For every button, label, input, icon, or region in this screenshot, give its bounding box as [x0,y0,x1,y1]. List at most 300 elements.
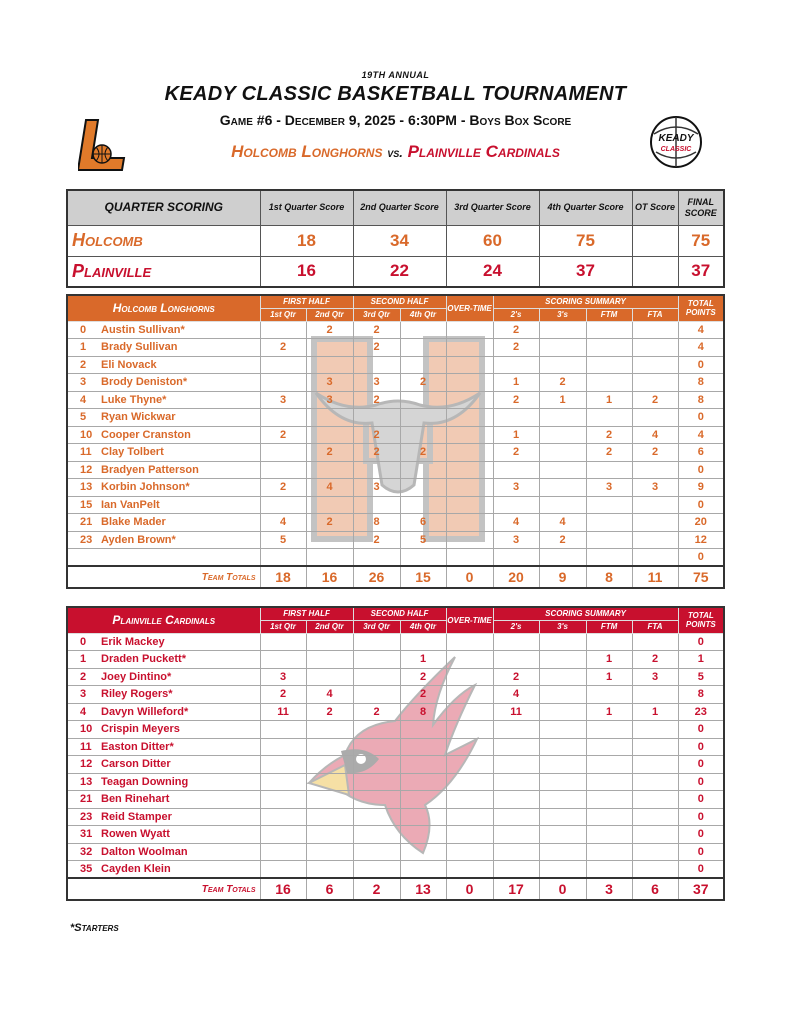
stat-fta [632,721,678,739]
stat-q3 [353,756,400,774]
stat-pts: 0 [678,721,724,739]
player-row [67,409,724,427]
q3-score-header: 3rd Quarter Score [446,190,539,225]
total-ot: 0 [446,566,493,588]
stat-ftm: 1 [586,391,632,409]
player-row [67,531,724,549]
plainville-player-rows [67,633,724,878]
stat-twos: 4 [493,686,539,704]
q3-header: 3rd Qtr [353,308,400,321]
stat-q1 [260,496,306,514]
player-name: Draden Puckett* [97,651,260,669]
holcomb-quarter-row [67,225,724,256]
stat-threes: 2 [539,531,586,549]
player-name: Brady Sullivan [97,339,260,357]
ot-cell [632,225,678,256]
stat-ftm: 3 [586,479,632,497]
jersey-number: 1 [67,651,97,669]
stat-threes [539,321,586,339]
stat-q1: 3 [260,391,306,409]
player-row [67,861,724,879]
stat-q2: 2 [306,514,353,532]
stat-fta: 1 [632,703,678,721]
stat-q2: 4 [306,479,353,497]
stat-pts: 0 [678,633,724,651]
ftm-header: FTM [586,620,632,633]
player-name: Riley Rogers* [97,686,260,704]
player-row [67,738,724,756]
stat-q2 [306,791,353,809]
keady-logo-text: KEADY [658,133,694,144]
stat-pts: 4 [678,426,724,444]
stat-q4: 2 [400,444,446,462]
stat-q2 [306,496,353,514]
stat-q1 [260,633,306,651]
stat-twos: 2 [493,668,539,686]
player-row [67,549,724,567]
stat-pts: 0 [678,826,724,844]
stat-q3 [353,633,400,651]
stat-q3 [353,651,400,669]
stat-twos [493,356,539,374]
team-name-cell: Holcomb [67,225,260,256]
stat-fta [632,356,678,374]
stat-pts: 0 [678,756,724,774]
total-twos: 20 [493,566,539,588]
player-name: Korbin Johnson* [97,479,260,497]
stat-q1: 4 [260,514,306,532]
stat-q4: 6 [400,514,446,532]
stat-ftm [586,461,632,479]
player-row [67,703,724,721]
stat-fta [632,633,678,651]
stat-ftm: 2 [586,426,632,444]
stat-threes [539,461,586,479]
player-row [67,668,724,686]
stat-q4 [400,843,446,861]
stat-q3: 2 [353,531,400,549]
stat-twos [493,843,539,861]
stat-ftm [586,514,632,532]
player-name: Austin Sullivan* [97,321,260,339]
plainville-team-header: Plainville Cardinals [67,607,260,633]
stat-q4: 1 [400,651,446,669]
ot-score-header: OT Score [632,190,678,225]
jersey-number: 31 [67,826,97,844]
stat-fta [632,374,678,392]
stat-ot [446,321,493,339]
stat-q1 [260,791,306,809]
player-name: Ben Rinehart [97,791,260,809]
plainville-quarter-row [67,256,724,287]
jersey-number: 13 [67,479,97,497]
stat-q1 [260,861,306,879]
stat-q4 [400,826,446,844]
stat-q4 [400,461,446,479]
stat-ot [446,773,493,791]
stat-ftm: 1 [586,651,632,669]
stat-ot [446,531,493,549]
stat-q2 [306,773,353,791]
classic-logo-text: CLASSIC [660,146,692,153]
stat-pts: 0 [678,808,724,826]
stat-threes [539,668,586,686]
overtime-header: OVER-TIME [446,295,493,321]
stat-q4 [400,791,446,809]
stat-q1 [260,756,306,774]
stat-threes [539,791,586,809]
player-name: Carson Ditter [97,756,260,774]
stat-q4 [400,721,446,739]
stat-q1: 2 [260,339,306,357]
vs-label: vs. [387,145,403,160]
stat-pts: 5 [678,668,724,686]
stat-ot [446,633,493,651]
jersey-number: 23 [67,531,97,549]
stat-q3: 2 [353,391,400,409]
player-name: Rowen Wyatt [97,826,260,844]
jersey-number: 0 [67,633,97,651]
jersey-number: 3 [67,686,97,704]
stat-ftm [586,356,632,374]
stat-q3 [353,668,400,686]
plainville-box-score-table [66,606,725,901]
player-row [67,791,724,809]
player-row [67,514,724,532]
stat-threes [539,861,586,879]
stat-q3: 2 [353,426,400,444]
player-row [67,843,724,861]
stat-pts: 0 [678,861,724,879]
stat-fta [632,756,678,774]
stat-ftm [586,321,632,339]
player-row [67,356,724,374]
stat-ot [446,426,493,444]
stat-q3: 2 [353,703,400,721]
stat-twos: 2 [493,321,539,339]
jersey-number: 5 [67,409,97,427]
game-subtitle: Game #6 - December 9, 2025 - 6:30PM - Boys Box Score [219,112,572,128]
stat-fta [632,409,678,427]
stat-q2: 4 [306,686,353,704]
stat-fta [632,549,678,567]
player-row [67,756,724,774]
q1-header: 1st Qtr [260,620,306,633]
stat-q1: 3 [260,668,306,686]
overtime-header: OVER-TIME [446,607,493,633]
stat-pts: 4 [678,339,724,357]
stat-twos: 1 [493,374,539,392]
player-row [67,808,724,826]
stat-threes [539,426,586,444]
stat-q3: 3 [353,479,400,497]
player-name: Ayden Brown* [97,531,260,549]
stat-q4: 5 [400,531,446,549]
stat-q4 [400,391,446,409]
stat-q2 [306,461,353,479]
stat-threes: 1 [539,391,586,409]
stat-twos: 1 [493,426,539,444]
stat-q2: 2 [306,321,353,339]
player-name: Erik Mackey [97,633,260,651]
stat-pts: 0 [678,461,724,479]
stat-ot [446,756,493,774]
stat-q3 [353,791,400,809]
q1-cell: 18 [260,225,353,256]
stat-twos: 2 [493,444,539,462]
stat-q1 [260,409,306,427]
stat-fta [632,686,678,704]
jersey-number: 10 [67,426,97,444]
stat-q2 [306,549,353,567]
stat-q2: 2 [306,703,353,721]
stat-ftm: 2 [586,444,632,462]
stat-fta [632,514,678,532]
plainville-team-totals-row [67,878,724,900]
jersey-number: 32 [67,843,97,861]
stat-pts: 6 [678,444,724,462]
stat-twos: 2 [493,391,539,409]
scoring-summary-header: SCORING SUMMARY [493,295,678,308]
quarter-scoring-table [66,189,725,288]
stat-q3: 2 [353,339,400,357]
player-name: Joey Dintino* [97,668,260,686]
player-row [67,651,724,669]
stat-q2: 3 [306,374,353,392]
q1-cell: 16 [260,256,353,287]
stat-fta: 4 [632,426,678,444]
stat-fta [632,321,678,339]
stat-twos: 11 [493,703,539,721]
first-half-header: FIRST HALF [260,295,353,308]
stat-ftm [586,374,632,392]
stat-ftm [586,843,632,861]
stat-q2 [306,738,353,756]
stat-threes [539,444,586,462]
stat-fta [632,861,678,879]
player-name: Brody Deniston* [97,374,260,392]
annual-label: 19TH ANNUAL [361,70,430,80]
tournament-title: KEADY CLASSIC BASKETBALL TOURNAMENT [164,83,627,105]
stat-ftm [586,756,632,774]
stat-pts: 0 [678,409,724,427]
player-row [67,721,724,739]
stat-q2 [306,356,353,374]
stat-q2 [306,808,353,826]
stat-q3 [353,808,400,826]
stat-ot [446,651,493,669]
q2-score-header: 2nd Quarter Score [353,190,446,225]
total-q2: 6 [306,878,353,900]
stat-q4: 8 [400,703,446,721]
stat-q4 [400,861,446,879]
stat-twos: 3 [493,531,539,549]
stat-q2 [306,409,353,427]
player-row [67,826,724,844]
jersey-number: 21 [67,791,97,809]
stat-twos [493,549,539,567]
stat-q3 [353,861,400,879]
stat-q1: 11 [260,703,306,721]
q2-cell: 34 [353,225,446,256]
total-ftm: 8 [586,566,632,588]
home-team-name: Holcomb Longhorns [231,142,383,161]
stat-pts: 1 [678,651,724,669]
stat-twos [493,651,539,669]
stat-ot [446,826,493,844]
q3-header: 3rd Qtr [353,620,400,633]
stat-q4: 2 [400,374,446,392]
stat-q1 [260,374,306,392]
stat-twos [493,633,539,651]
player-name: Eli Novack [97,356,260,374]
stat-threes [539,651,586,669]
player-name: Cayden Klein [97,861,260,879]
stat-q1 [260,321,306,339]
q4-cell: 37 [539,256,632,287]
stat-ftm [586,826,632,844]
player-row [67,426,724,444]
final-cell: 37 [678,256,724,287]
stat-threes: 4 [539,514,586,532]
stat-q2 [306,531,353,549]
stat-ot [446,514,493,532]
stat-q1 [260,773,306,791]
holcomb-team-totals-row [67,566,724,588]
stat-q1 [260,461,306,479]
stat-q3 [353,461,400,479]
stat-twos: 3 [493,479,539,497]
player-row [67,773,724,791]
stat-ot [446,861,493,879]
total-ftm: 3 [586,878,632,900]
stat-threes [539,826,586,844]
q4-header: 4th Qtr [400,308,446,321]
jersey-number: 2 [67,668,97,686]
stat-q1 [260,651,306,669]
total-threes: 9 [539,566,586,588]
starters-footnote: *Starters [70,922,119,934]
stat-q4 [400,339,446,357]
stat-threes: 2 [539,374,586,392]
stat-threes [539,409,586,427]
away-team-name: Plainville Cardinals [407,142,560,161]
q3-cell: 60 [446,225,539,256]
stat-threes [539,549,586,567]
stat-q2 [306,426,353,444]
fta-header: FTA [632,308,678,321]
stat-q3: 3 [353,374,400,392]
player-name: Ryan Wickwar [97,409,260,427]
stat-q1: 2 [260,686,306,704]
stat-fta: 2 [632,444,678,462]
stat-q2 [306,339,353,357]
player-row [67,461,724,479]
twos-header: 2's [493,620,539,633]
stat-ftm: 1 [586,668,632,686]
stat-q2 [306,668,353,686]
stat-q4 [400,496,446,514]
stat-pts: 0 [678,496,724,514]
stat-pts: 20 [678,514,724,532]
holcomb-team-header: Holcomb Longhorns [67,295,260,321]
player-row [67,496,724,514]
stat-twos: 2 [493,339,539,357]
stat-ftm [586,808,632,826]
stat-threes [539,356,586,374]
stat-ot [446,461,493,479]
stat-ot [446,374,493,392]
stat-pts: 8 [678,391,724,409]
quarter-scoring-label: QUARTER SCORING [67,190,260,225]
stat-q3 [353,826,400,844]
stat-q2 [306,756,353,774]
stat-fta [632,496,678,514]
stat-q2 [306,721,353,739]
stat-threes [539,843,586,861]
jersey-number: 4 [67,391,97,409]
jersey-number: 3 [67,374,97,392]
stat-pts: 0 [678,791,724,809]
stat-q1 [260,444,306,462]
q4-header: 4th Qtr [400,620,446,633]
stat-ftm [586,549,632,567]
stat-q4 [400,756,446,774]
stat-ot [446,391,493,409]
jersey-number: 11 [67,738,97,756]
keady-classic-logo-icon [646,114,706,170]
stat-q3 [353,773,400,791]
stat-q3 [353,549,400,567]
stat-ot [446,479,493,497]
player-name: Blake Mader [97,514,260,532]
stat-fta: 2 [632,651,678,669]
stat-ot [446,738,493,756]
stat-ot [446,339,493,357]
stat-twos [493,808,539,826]
q3-cell: 24 [446,256,539,287]
ot-cell [632,256,678,287]
total-points-header: TOTAL POINTS [678,607,724,633]
stat-ot [446,721,493,739]
jersey-number: 15 [67,496,97,514]
q2-cell: 22 [353,256,446,287]
q4-cell: 75 [539,225,632,256]
stat-q3 [353,686,400,704]
jersey-number: 1 [67,339,97,357]
total-fta: 6 [632,878,678,900]
jersey-number: 35 [67,861,97,879]
stat-threes [539,633,586,651]
stat-q1 [260,826,306,844]
player-name: Reid Stamper [97,808,260,826]
stat-fta: 2 [632,391,678,409]
q1-header: 1st Qtr [260,308,306,321]
team-totals-label: Team Totals [67,878,260,900]
stat-ot [446,356,493,374]
stat-pts: 0 [678,738,724,756]
stat-q3 [353,843,400,861]
stat-q3 [353,496,400,514]
total-points: 75 [678,566,724,588]
stat-q3 [353,721,400,739]
threes-header: 3's [539,620,586,633]
stat-fta: 3 [632,668,678,686]
q1-score-header: 1st Quarter Score [260,190,353,225]
stat-pts: 9 [678,479,724,497]
total-twos: 17 [493,878,539,900]
stat-twos [493,738,539,756]
